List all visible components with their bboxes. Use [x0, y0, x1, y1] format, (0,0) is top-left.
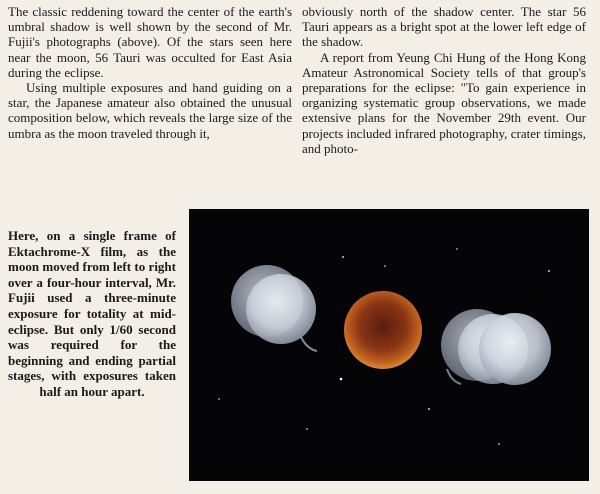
left-paragraph-1: The classic reddening toward the center of the earth's umbral shadow is well shown by the second of Mr. Fujii's photographs (above). Of the stars seen here near the moon, 56 Tauri was occulted for East Asia during the eclipse. [8, 4, 292, 80]
star [306, 428, 308, 430]
right-paragraph-2: A report from Yeung Chi Hung of the Hong Kong Amateur Astronomical Society tells of that group's preparations for the eclipse: "To gain experience in organizing systematic group observations, we made extensive plans for the November 29th event. Our projects included infrared photography, crater timings, and photo- [302, 49, 586, 156]
star [218, 398, 219, 399]
moon-partial-5 [479, 313, 551, 385]
star-56-tauri [340, 378, 343, 381]
star [548, 270, 550, 272]
eclipse-multiple-exposure-photo [189, 209, 589, 481]
star [384, 265, 386, 267]
moon-partial-2 [246, 274, 316, 344]
left-text-column [8, 4, 292, 141]
star [342, 256, 344, 258]
star [498, 443, 500, 445]
right-text-column [302, 4, 586, 156]
eclipse-photo-svg [189, 209, 589, 481]
photo-caption: Here, on a single frame of Ektachrome-X film, as the moon moved from left to right over a four-hour interval, Mr. Fujii used a three-minute exposure for totality at mid-eclipse. But only 1/60 second was required for the beginning and ending partial stages, with exposures taken half an hour apart. [8, 228, 176, 399]
star [428, 408, 430, 410]
star [456, 248, 457, 249]
right-partial-moons [441, 309, 551, 385]
left-paragraph-2: Using multiple exposures and hand guiding on a star, the Japanese amateur also obtained the unusual composition below, which reveals the large size of the umbra as the moon traveled through it, [8, 80, 292, 141]
moon-totality [344, 291, 422, 369]
right-paragraph-1: obviously north of the shadow center. The star 56 Tauri appears as a bright spot at the lower left edge of the shadow. [302, 4, 586, 50]
